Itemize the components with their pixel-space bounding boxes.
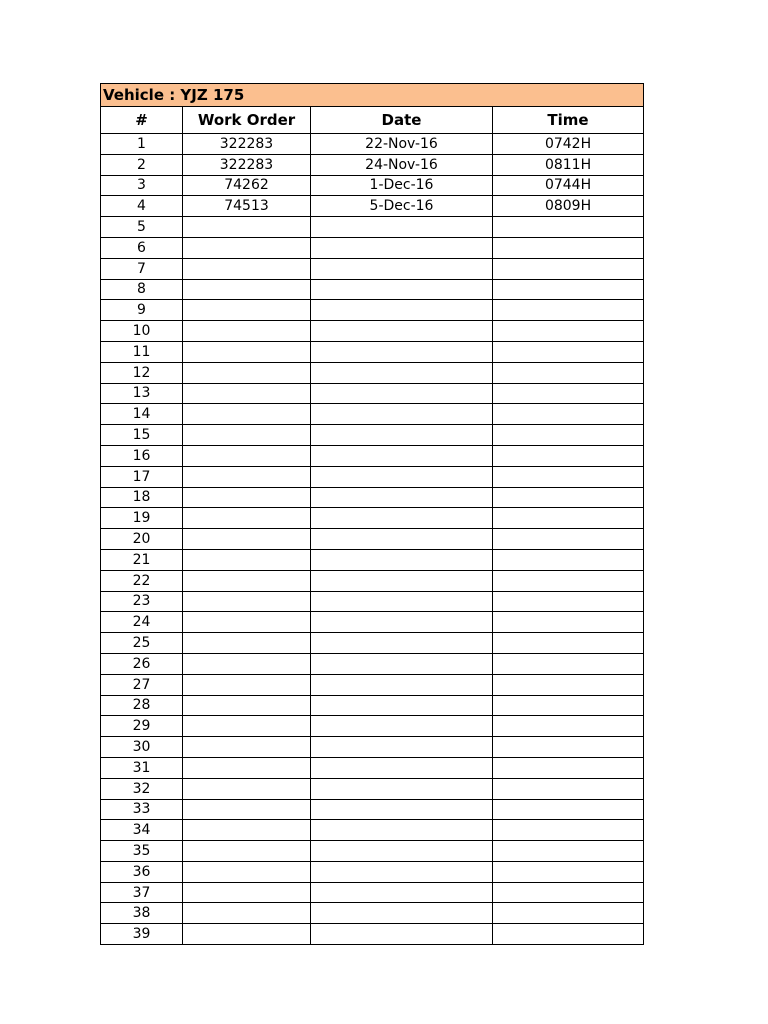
table-row	[101, 279, 644, 300]
cell-date[interactable]	[311, 570, 493, 591]
cell-date[interactable]	[311, 882, 493, 903]
cell-time[interactable]	[493, 695, 644, 716]
table-row	[101, 383, 644, 404]
cell-number[interactable]: 35	[101, 841, 183, 862]
cell-number[interactable]: 31	[101, 757, 183, 778]
cell-number[interactable]: 1	[101, 134, 183, 155]
cell-number[interactable]: 5	[101, 217, 183, 238]
cell-time[interactable]	[493, 737, 644, 758]
cell-time[interactable]	[493, 861, 644, 882]
header-row	[101, 107, 644, 134]
table-row	[101, 258, 644, 279]
cell-time[interactable]	[493, 841, 644, 862]
cell-number[interactable]: 27	[101, 674, 183, 695]
cell-time[interactable]	[493, 300, 644, 321]
cell-work-order[interactable]	[183, 425, 311, 446]
cell-date[interactable]	[311, 487, 493, 508]
table-row	[101, 154, 644, 175]
cell-date[interactable]	[311, 383, 493, 404]
cell-date[interactable]	[311, 778, 493, 799]
table-row	[101, 237, 644, 258]
cell-date[interactable]	[311, 799, 493, 820]
cell-time[interactable]	[493, 903, 644, 924]
cell-number[interactable]: 10	[101, 321, 183, 342]
table-row	[101, 445, 644, 466]
cell-time[interactable]	[493, 757, 644, 778]
cell-work-order[interactable]	[183, 529, 311, 550]
cell-time[interactable]	[493, 425, 644, 446]
cell-number[interactable]: 39	[101, 924, 183, 945]
cell-number[interactable]: 20	[101, 529, 183, 550]
cell-date[interactable]	[311, 258, 493, 279]
cell-work-order[interactable]	[183, 653, 311, 674]
cell-date[interactable]: 22-Nov-16	[311, 134, 493, 155]
column-header-time: Time	[493, 107, 644, 134]
cell-date[interactable]	[311, 591, 493, 612]
cell-time[interactable]	[493, 341, 644, 362]
cell-number[interactable]: 19	[101, 508, 183, 529]
vehicle-log-sheet	[100, 83, 644, 945]
cell-time[interactable]	[493, 778, 644, 799]
cell-date[interactable]: 5-Dec-16	[311, 196, 493, 217]
cell-work-order[interactable]	[183, 508, 311, 529]
cell-date[interactable]	[311, 841, 493, 862]
cell-date[interactable]	[311, 341, 493, 362]
table-row	[101, 217, 644, 238]
cell-work-order[interactable]: 322283	[183, 134, 311, 155]
cell-time[interactable]	[493, 445, 644, 466]
cell-number[interactable]: 17	[101, 466, 183, 487]
table-row	[101, 716, 644, 737]
vehicle-title: Vehicle : YJZ 175	[101, 84, 644, 107]
column-header-work-order: Work Order	[183, 107, 311, 134]
cell-work-order[interactable]	[183, 487, 311, 508]
table-row	[101, 362, 644, 383]
cell-date[interactable]	[311, 903, 493, 924]
cell-date[interactable]	[311, 321, 493, 342]
cell-number[interactable]: 34	[101, 820, 183, 841]
cell-date[interactable]	[311, 861, 493, 882]
cell-work-order[interactable]: 322283	[183, 154, 311, 175]
cell-work-order[interactable]	[183, 820, 311, 841]
table-row	[101, 404, 644, 425]
cell-number[interactable]: 36	[101, 861, 183, 882]
cell-number[interactable]: 26	[101, 653, 183, 674]
cell-work-order[interactable]	[183, 612, 311, 633]
cell-work-order[interactable]	[183, 903, 311, 924]
cell-time[interactable]	[493, 924, 644, 945]
table-row	[101, 300, 644, 321]
table-row	[101, 508, 644, 529]
cell-time[interactable]	[493, 716, 644, 737]
cell-work-order[interactable]	[183, 445, 311, 466]
cell-time[interactable]	[493, 653, 644, 674]
cell-time[interactable]	[493, 383, 644, 404]
cell-work-order[interactable]	[183, 591, 311, 612]
cell-work-order[interactable]	[183, 217, 311, 238]
cell-time[interactable]	[493, 279, 644, 300]
cell-time[interactable]: 0811H	[493, 154, 644, 175]
cell-time[interactable]	[493, 633, 644, 654]
cell-number[interactable]: 25	[101, 633, 183, 654]
cell-date[interactable]	[311, 695, 493, 716]
cell-time[interactable]: 0744H	[493, 175, 644, 196]
cell-date[interactable]	[311, 549, 493, 570]
cell-work-order[interactable]	[183, 570, 311, 591]
table-row	[101, 466, 644, 487]
cell-time[interactable]	[493, 591, 644, 612]
cell-number[interactable]: 18	[101, 487, 183, 508]
table-row	[101, 778, 644, 799]
cell-date[interactable]	[311, 404, 493, 425]
column-header-number: #	[101, 107, 183, 134]
table-row	[101, 175, 644, 196]
cell-date[interactable]	[311, 237, 493, 258]
cell-work-order[interactable]	[183, 633, 311, 654]
table-row	[101, 757, 644, 778]
cell-date[interactable]	[311, 300, 493, 321]
cell-date[interactable]: 24-Nov-16	[311, 154, 493, 175]
title-row	[101, 84, 644, 107]
cell-date[interactable]	[311, 716, 493, 737]
table-row	[101, 487, 644, 508]
table-row	[101, 695, 644, 716]
table-row	[101, 674, 644, 695]
cell-work-order[interactable]	[183, 279, 311, 300]
table-row	[101, 321, 644, 342]
cell-number[interactable]: 33	[101, 799, 183, 820]
cell-date[interactable]	[311, 820, 493, 841]
cell-time[interactable]: 0809H	[493, 196, 644, 217]
table-row	[101, 882, 644, 903]
cell-date[interactable]	[311, 924, 493, 945]
cell-time[interactable]	[493, 674, 644, 695]
cell-work-order[interactable]	[183, 237, 311, 258]
table-body	[101, 134, 644, 945]
table-row	[101, 549, 644, 570]
cell-number[interactable]: 3	[101, 175, 183, 196]
cell-number[interactable]: 32	[101, 778, 183, 799]
cell-number[interactable]: 21	[101, 549, 183, 570]
cell-number[interactable]: 2	[101, 154, 183, 175]
cell-number[interactable]: 12	[101, 362, 183, 383]
cell-work-order[interactable]	[183, 778, 311, 799]
cell-work-order[interactable]	[183, 341, 311, 362]
cell-date[interactable]	[311, 529, 493, 550]
cell-work-order[interactable]	[183, 674, 311, 695]
cell-work-order[interactable]	[183, 882, 311, 903]
column-header-date: Date	[311, 107, 493, 134]
cell-number[interactable]: 4	[101, 196, 183, 217]
cell-time[interactable]	[493, 612, 644, 633]
cell-time[interactable]	[493, 362, 644, 383]
table-row	[101, 425, 644, 446]
cell-time[interactable]: 0742H	[493, 134, 644, 155]
cell-work-order[interactable]	[183, 695, 311, 716]
cell-time[interactable]	[493, 217, 644, 238]
table-row	[101, 570, 644, 591]
cell-number[interactable]: 14	[101, 404, 183, 425]
cell-time[interactable]	[493, 570, 644, 591]
cell-date[interactable]	[311, 674, 493, 695]
table-row	[101, 633, 644, 654]
cell-time[interactable]	[493, 258, 644, 279]
cell-time[interactable]	[493, 549, 644, 570]
cell-number[interactable]: 11	[101, 341, 183, 362]
cell-work-order[interactable]	[183, 321, 311, 342]
cell-date[interactable]	[311, 757, 493, 778]
cell-work-order[interactable]	[183, 258, 311, 279]
cell-time[interactable]	[493, 321, 644, 342]
cell-number[interactable]: 22	[101, 570, 183, 591]
cell-date[interactable]	[311, 466, 493, 487]
cell-number[interactable]: 6	[101, 237, 183, 258]
cell-work-order[interactable]	[183, 404, 311, 425]
cell-work-order[interactable]	[183, 737, 311, 758]
table-row	[101, 861, 644, 882]
cell-time[interactable]	[493, 466, 644, 487]
cell-number[interactable]: 37	[101, 882, 183, 903]
cell-number[interactable]: 24	[101, 612, 183, 633]
cell-number[interactable]: 30	[101, 737, 183, 758]
cell-work-order[interactable]	[183, 841, 311, 862]
work-order-table	[100, 83, 644, 945]
cell-number[interactable]: 28	[101, 695, 183, 716]
cell-time[interactable]	[493, 487, 644, 508]
cell-time[interactable]	[493, 799, 644, 820]
cell-work-order[interactable]	[183, 799, 311, 820]
table-row	[101, 737, 644, 758]
table-row	[101, 134, 644, 155]
cell-time[interactable]	[493, 237, 644, 258]
table-row	[101, 653, 644, 674]
cell-date[interactable]: 1-Dec-16	[311, 175, 493, 196]
cell-date[interactable]	[311, 653, 493, 674]
cell-date[interactable]	[311, 508, 493, 529]
table-row	[101, 341, 644, 362]
table-row	[101, 612, 644, 633]
cell-work-order[interactable]	[183, 549, 311, 570]
cell-time[interactable]	[493, 820, 644, 841]
cell-number[interactable]: 16	[101, 445, 183, 466]
cell-time[interactable]	[493, 882, 644, 903]
table-row	[101, 841, 644, 862]
cell-work-order[interactable]	[183, 466, 311, 487]
cell-number[interactable]: 13	[101, 383, 183, 404]
cell-date[interactable]	[311, 612, 493, 633]
cell-date[interactable]	[311, 362, 493, 383]
cell-date[interactable]	[311, 425, 493, 446]
table-row	[101, 903, 644, 924]
cell-date[interactable]	[311, 737, 493, 758]
cell-number[interactable]: 7	[101, 258, 183, 279]
cell-number[interactable]: 29	[101, 716, 183, 737]
cell-work-order[interactable]	[183, 716, 311, 737]
cell-work-order[interactable]	[183, 300, 311, 321]
cell-date[interactable]	[311, 445, 493, 466]
table-row	[101, 196, 644, 217]
table-row	[101, 820, 644, 841]
cell-date[interactable]	[311, 633, 493, 654]
cell-number[interactable]: 8	[101, 279, 183, 300]
cell-work-order[interactable]	[183, 362, 311, 383]
cell-number[interactable]: 23	[101, 591, 183, 612]
table-row	[101, 529, 644, 550]
cell-work-order[interactable]: 74262	[183, 175, 311, 196]
table-row	[101, 799, 644, 820]
cell-number[interactable]: 15	[101, 425, 183, 446]
cell-date[interactable]	[311, 217, 493, 238]
table-row	[101, 591, 644, 612]
cell-work-order[interactable]	[183, 924, 311, 945]
cell-work-order[interactable]	[183, 383, 311, 404]
cell-time[interactable]	[493, 529, 644, 550]
cell-number[interactable]: 38	[101, 903, 183, 924]
cell-work-order[interactable]: 74513	[183, 196, 311, 217]
cell-number[interactable]: 9	[101, 300, 183, 321]
table-row	[101, 924, 644, 945]
cell-work-order[interactable]	[183, 861, 311, 882]
cell-time[interactable]	[493, 404, 644, 425]
cell-time[interactable]	[493, 508, 644, 529]
cell-work-order[interactable]	[183, 757, 311, 778]
cell-date[interactable]	[311, 279, 493, 300]
